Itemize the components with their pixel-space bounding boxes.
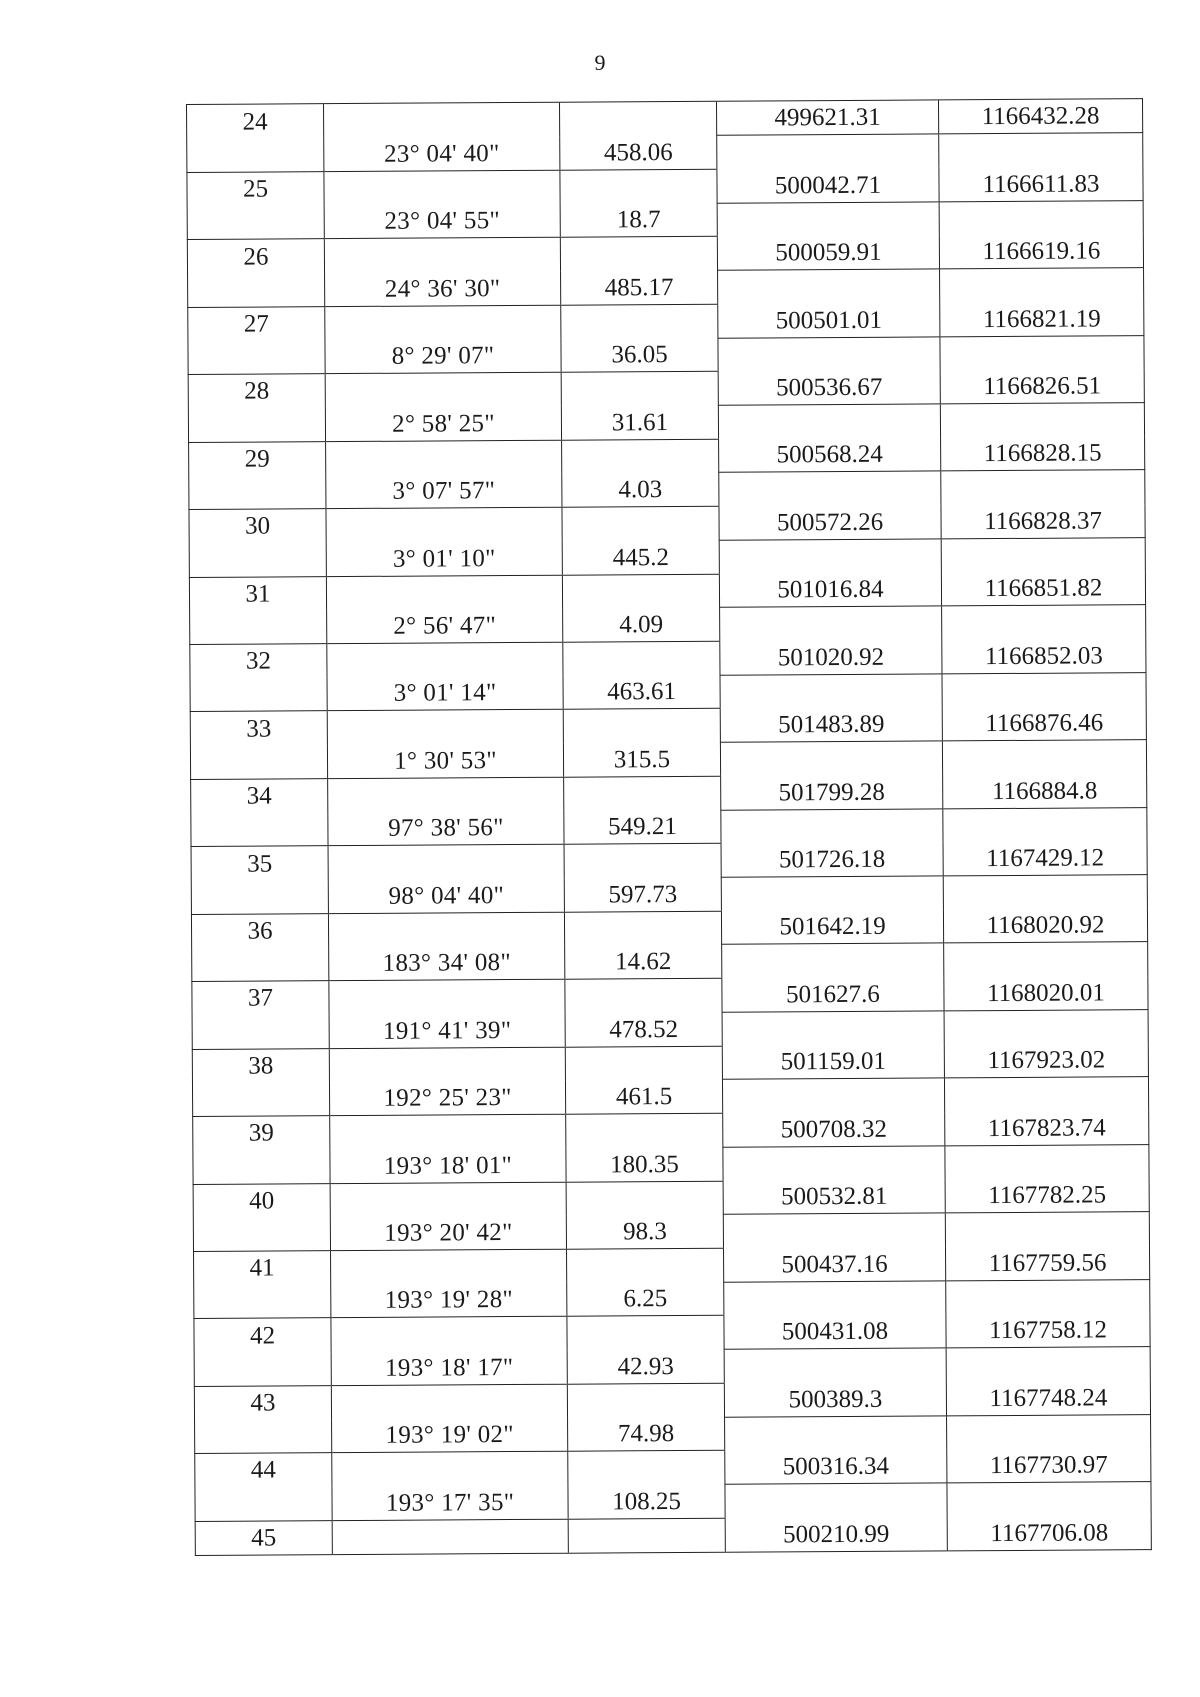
distance-cell: 36.05 xyxy=(561,338,718,373)
distance-cell xyxy=(560,237,717,272)
x-coordinate-cell xyxy=(717,134,939,169)
x-coordinate-cell: 501483.89 xyxy=(720,707,942,742)
point-row xyxy=(190,706,1146,746)
bearing-angle-cell xyxy=(329,1047,565,1082)
distance-cell: 478.52 xyxy=(565,1012,722,1047)
bearing-angle-cell: 3° 07' 57" xyxy=(326,474,562,509)
point-number-cell: 40 xyxy=(193,1183,330,1218)
x-coordinate-cell: 500437.16 xyxy=(723,1247,945,1282)
y-coordinate-cell xyxy=(942,740,1146,775)
x-coordinate-cell xyxy=(724,1348,946,1383)
point-row xyxy=(195,1448,1151,1488)
bearing-angle-cell: 193° 18' 01" xyxy=(330,1148,566,1183)
point-number-cell xyxy=(195,1487,332,1522)
distance-cell xyxy=(563,641,720,676)
distance-cell xyxy=(567,1316,724,1351)
point-row xyxy=(187,167,1143,207)
x-coordinate-cell xyxy=(719,539,941,574)
distance-cell: 461.5 xyxy=(565,1080,722,1115)
y-coordinate-cell: 1166611.83 xyxy=(939,167,1143,202)
x-coordinate-cell: 501020.92 xyxy=(720,640,942,675)
point-row xyxy=(189,436,1145,476)
point-row xyxy=(188,369,1144,409)
y-coordinate-cell xyxy=(942,605,1146,640)
y-coordinate-cell: 1167730.97 xyxy=(947,1448,1151,1483)
point-row xyxy=(191,908,1147,948)
x-coordinate-cell: 501726.18 xyxy=(721,842,943,877)
point-row xyxy=(195,1515,1151,1555)
distance-cell: 315.5 xyxy=(563,742,720,777)
point-number-cell xyxy=(194,1352,331,1387)
distance-cell xyxy=(561,372,718,407)
distance-cell xyxy=(566,1113,723,1148)
distance-cell: 180.35 xyxy=(566,1147,723,1182)
x-coordinate-cell xyxy=(725,1483,947,1518)
distance-cell xyxy=(565,978,722,1013)
x-coordinate-cell: 500431.08 xyxy=(724,1314,946,1349)
point-number-cell: 24 xyxy=(187,104,324,139)
bearing-angle-cell xyxy=(330,1114,566,1149)
point-number-cell xyxy=(190,745,327,780)
x-coordinate-cell: 500059.91 xyxy=(717,235,939,270)
y-coordinate-cell: 1167758.12 xyxy=(946,1313,1150,1348)
x-coordinate-cell: 500572.26 xyxy=(719,505,941,540)
y-coordinate-cell xyxy=(943,807,1147,842)
distance-cell xyxy=(564,911,721,946)
x-coordinate-cell: 500568.24 xyxy=(719,438,941,473)
x-coordinate-cell: 500389.3 xyxy=(724,1382,946,1417)
distance-cell: 6.25 xyxy=(567,1282,724,1317)
point-number-cell: 30 xyxy=(189,509,326,544)
y-coordinate-cell xyxy=(947,1482,1151,1517)
point-number-cell: 43 xyxy=(194,1385,331,1420)
point-number-cell: 44 xyxy=(195,1453,332,1488)
x-coordinate-cell xyxy=(722,943,944,978)
point-number-cell: 41 xyxy=(194,1251,331,1286)
point-number-cell xyxy=(188,340,325,375)
bearing-angle-cell: 191° 41' 39" xyxy=(329,1013,565,1048)
point-number-cell xyxy=(194,1284,331,1319)
x-coordinate-cell: 500042.71 xyxy=(717,168,939,203)
distance-cell: 485.17 xyxy=(561,270,718,305)
x-coordinate-cell: 500210.99 xyxy=(725,1517,947,1553)
y-coordinate-cell xyxy=(945,1144,1149,1179)
bearing-angle-cell: 183° 34' 08" xyxy=(329,946,565,981)
y-coordinate-cell xyxy=(942,672,1146,707)
point-row xyxy=(190,639,1146,679)
bearing-angle-cell: 23° 04' 40" xyxy=(324,136,560,171)
point-number-cell xyxy=(192,1015,329,1050)
point-number-cell: 34 xyxy=(191,779,328,814)
distance-cell xyxy=(560,169,717,204)
x-coordinate-cell xyxy=(722,1011,944,1046)
bearing-angle-cell: 98° 04' 40" xyxy=(328,878,564,913)
y-coordinate-cell: 1168020.92 xyxy=(943,908,1147,943)
y-coordinate-cell xyxy=(944,1077,1148,1112)
distance-cell: 18.7 xyxy=(560,203,717,238)
y-coordinate-cell xyxy=(945,1212,1149,1247)
point-number-cell: 39 xyxy=(193,1116,330,1151)
distance-cell xyxy=(568,1518,725,1553)
distance-cell xyxy=(568,1450,725,1485)
point-number-cell xyxy=(191,880,328,915)
point-number-cell xyxy=(193,1217,330,1252)
point-number-cell xyxy=(190,677,327,712)
point-number-cell xyxy=(188,408,325,443)
point-number-cell: 32 xyxy=(190,644,327,679)
y-coordinate-cell: 1166876.46 xyxy=(942,706,1146,741)
point-number-cell xyxy=(189,475,326,510)
bearing-angle-cell xyxy=(327,642,563,677)
distance-cell: 98.3 xyxy=(566,1214,723,1249)
point-row xyxy=(194,1313,1150,1353)
x-coordinate-cell: 500708.32 xyxy=(723,1112,945,1147)
x-coordinate-cell xyxy=(721,808,943,843)
point-row xyxy=(191,774,1147,814)
point-number-cell xyxy=(189,542,326,577)
bearing-angle-cell: 192° 25' 23" xyxy=(329,1081,565,1116)
point-number-cell: 38 xyxy=(192,1048,329,1083)
point-number-cell: 28 xyxy=(188,374,325,409)
bearing-angle-cell: 193° 17' 35" xyxy=(332,1485,568,1520)
y-coordinate-cell: 1166432.28 xyxy=(938,99,1142,134)
distance-cell xyxy=(565,1046,722,1081)
y-coordinate-cell: 1167429.12 xyxy=(943,841,1147,876)
x-coordinate-cell xyxy=(720,606,942,641)
distance-cell xyxy=(566,1181,723,1216)
x-coordinate-cell xyxy=(723,1146,945,1181)
x-coordinate-cell: 501159.01 xyxy=(722,1045,944,1080)
y-coordinate-cell: 1166828.37 xyxy=(941,504,1145,539)
y-coordinate-cell xyxy=(939,133,1143,168)
y-coordinate-cell: 1166851.82 xyxy=(941,571,1145,606)
y-coordinate-cell: 1166884.8 xyxy=(943,774,1147,809)
x-coordinate-cell xyxy=(720,674,942,709)
bearing-angle-cell: 97° 38' 56" xyxy=(328,811,564,846)
distance-cell: 463.61 xyxy=(563,675,720,710)
point-number-cell xyxy=(190,610,327,645)
point-row xyxy=(188,301,1144,341)
bearing-angle-cell xyxy=(325,372,561,407)
y-coordinate-cell xyxy=(941,537,1145,572)
x-coordinate-cell xyxy=(721,876,943,911)
point-row xyxy=(189,504,1145,544)
coordinates-table-container xyxy=(186,98,1151,1556)
bearing-angle-cell: 193° 18' 17" xyxy=(331,1350,567,1385)
point-number-cell xyxy=(188,273,325,308)
x-coordinate-cell xyxy=(718,336,940,371)
point-row xyxy=(191,841,1147,881)
point-number-cell: 31 xyxy=(189,576,326,611)
distance-cell: 445.2 xyxy=(562,540,719,575)
bearing-angle-cell: 193° 19' 02" xyxy=(332,1418,568,1453)
point-row xyxy=(194,1246,1150,1286)
y-coordinate-cell xyxy=(939,200,1143,235)
point-number-cell xyxy=(195,1419,332,1454)
y-coordinate-cell xyxy=(940,268,1144,303)
y-coordinate-cell: 1166821.19 xyxy=(940,301,1144,336)
bearing-angle-cell xyxy=(324,170,560,205)
x-coordinate-cell: 500536.67 xyxy=(718,370,940,405)
point-row xyxy=(189,571,1145,611)
point-number-cell: 35 xyxy=(191,846,328,881)
x-coordinate-cell xyxy=(725,1415,947,1450)
y-coordinate-cell: 1166828.15 xyxy=(941,436,1145,471)
x-coordinate-cell: 500532.81 xyxy=(723,1179,945,1214)
bearing-angle-cell: 2° 58' 25" xyxy=(325,406,561,441)
distance-cell xyxy=(559,101,716,136)
coordinates-table xyxy=(186,98,1152,1556)
distance-cell xyxy=(562,574,719,609)
distance-cell: 597.73 xyxy=(564,877,721,912)
y-coordinate-cell xyxy=(947,1414,1151,1449)
bearing-angle-cell xyxy=(327,710,563,745)
y-coordinate-cell xyxy=(940,335,1144,370)
point-number-cell: 29 xyxy=(189,441,326,476)
distance-cell: 14.62 xyxy=(565,945,722,980)
x-coordinate-cell xyxy=(723,1213,945,1248)
distance-cell: 108.25 xyxy=(568,1484,725,1519)
bearing-angle-cell xyxy=(324,238,560,273)
x-coordinate-cell xyxy=(719,471,941,506)
point-number-cell: 36 xyxy=(191,913,328,948)
distance-cell: 4.03 xyxy=(562,473,719,508)
x-coordinate-cell: 501627.6 xyxy=(722,977,944,1012)
bearing-angle-cell: 8° 29' 07" xyxy=(325,339,561,374)
distance-cell xyxy=(562,439,719,474)
bearing-angle-cell xyxy=(326,575,562,610)
y-coordinate-cell xyxy=(940,403,1144,438)
point-row xyxy=(193,1178,1149,1218)
distance-cell: 74.98 xyxy=(568,1417,725,1452)
distance-cell xyxy=(561,304,718,339)
bearing-angle-cell: 3° 01' 10" xyxy=(326,541,562,576)
bearing-angle-cell: 1° 30' 53" xyxy=(327,743,563,778)
y-coordinate-cell: 1166826.51 xyxy=(940,369,1144,404)
distance-cell: 549.21 xyxy=(564,810,721,845)
point-number-cell: 45 xyxy=(195,1520,332,1555)
bearing-angle-cell xyxy=(332,1519,568,1555)
distance-cell: 4.09 xyxy=(563,608,720,643)
x-coordinate-cell: 501016.84 xyxy=(719,572,941,607)
point-number-cell: 25 xyxy=(187,172,324,207)
bearing-angle-cell xyxy=(330,1182,566,1217)
y-coordinate-cell xyxy=(943,875,1147,910)
page-number: 9 xyxy=(594,50,606,75)
bearing-angle-cell: 24° 36' 30" xyxy=(325,271,561,306)
y-coordinate-cell xyxy=(944,942,1148,977)
coordinates-table-body xyxy=(187,99,1152,1556)
point-number-cell: 33 xyxy=(190,711,327,746)
x-coordinate-cell: 500316.34 xyxy=(725,1449,947,1484)
bearing-angle-cell xyxy=(332,1451,568,1486)
point-number-cell: 37 xyxy=(192,981,329,1016)
point-number-cell: 26 xyxy=(187,239,324,274)
x-coordinate-cell: 500501.01 xyxy=(718,303,940,338)
y-coordinate-cell xyxy=(946,1347,1150,1382)
bearing-angle-cell xyxy=(324,102,560,138)
y-coordinate-cell: 1167706.08 xyxy=(947,1515,1151,1551)
point-row xyxy=(187,234,1143,274)
bearing-angle-cell xyxy=(326,507,562,542)
point-row xyxy=(192,1043,1148,1083)
x-coordinate-cell xyxy=(722,1078,944,1113)
distance-cell: 42.93 xyxy=(567,1349,724,1384)
bearing-angle-cell xyxy=(328,777,564,812)
x-coordinate-cell xyxy=(717,202,939,237)
y-coordinate-cell: 1168020.01 xyxy=(944,976,1148,1011)
distance-cell xyxy=(564,776,721,811)
distance-cell: 31.61 xyxy=(561,405,718,440)
point-number-cell: 42 xyxy=(194,1318,331,1353)
x-coordinate-cell: 501642.19 xyxy=(721,910,943,945)
bearing-angle-cell: 3° 01' 14" xyxy=(327,676,563,711)
bearing-angle-cell xyxy=(331,1249,567,1284)
distance-cell xyxy=(567,1383,724,1418)
y-coordinate-cell: 1166852.03 xyxy=(942,639,1146,674)
y-coordinate-cell: 1167782.25 xyxy=(945,1178,1149,1213)
point-number-cell xyxy=(192,1082,329,1117)
y-coordinate-cell: 1167748.24 xyxy=(946,1380,1150,1415)
distance-cell xyxy=(564,844,721,879)
point-number-cell xyxy=(187,205,324,240)
bearing-angle-cell xyxy=(331,1384,567,1419)
point-number-cell xyxy=(187,138,324,173)
y-coordinate-cell xyxy=(944,1010,1148,1045)
distance-cell xyxy=(563,709,720,744)
distance-cell xyxy=(562,506,719,541)
x-coordinate-cell xyxy=(720,741,942,776)
x-coordinate-cell xyxy=(718,404,940,439)
x-coordinate-cell xyxy=(724,1281,946,1316)
y-coordinate-cell: 1167759.56 xyxy=(945,1246,1149,1281)
y-coordinate-cell xyxy=(941,470,1145,505)
bearing-angle-cell xyxy=(325,305,561,340)
point-number-cell xyxy=(191,812,328,847)
bearing-angle-cell xyxy=(328,845,564,880)
bearing-angle-cell: 193° 19' 28" xyxy=(331,1283,567,1318)
distance-cell xyxy=(567,1248,724,1283)
bearing-angle-cell xyxy=(328,912,564,947)
point-number-cell xyxy=(192,947,329,982)
point-row xyxy=(194,1380,1150,1420)
point-row xyxy=(192,976,1148,1016)
point-row xyxy=(187,99,1143,139)
x-coordinate-cell xyxy=(718,269,940,304)
bearing-angle-cell: 23° 04' 55" xyxy=(324,204,560,239)
y-coordinate-cell: 1167923.02 xyxy=(944,1043,1148,1078)
bearing-angle-cell: 2° 56' 47" xyxy=(327,608,563,643)
y-coordinate-cell: 1167823.74 xyxy=(945,1111,1149,1146)
bearing-angle-cell xyxy=(331,1317,567,1352)
bearing-angle-cell xyxy=(326,440,562,475)
point-number-cell: 27 xyxy=(188,306,325,341)
y-coordinate-cell xyxy=(946,1279,1150,1314)
y-coordinate-cell: 1166619.16 xyxy=(939,234,1143,269)
bearing-angle-cell: 193° 20' 42" xyxy=(330,1215,566,1250)
distance-cell: 458.06 xyxy=(560,135,717,170)
x-coordinate-cell: 499621.31 xyxy=(716,100,938,136)
point-row xyxy=(193,1111,1149,1151)
point-number-cell xyxy=(193,1149,330,1184)
bearing-angle-cell xyxy=(329,979,565,1014)
x-coordinate-cell: 501799.28 xyxy=(721,775,943,810)
